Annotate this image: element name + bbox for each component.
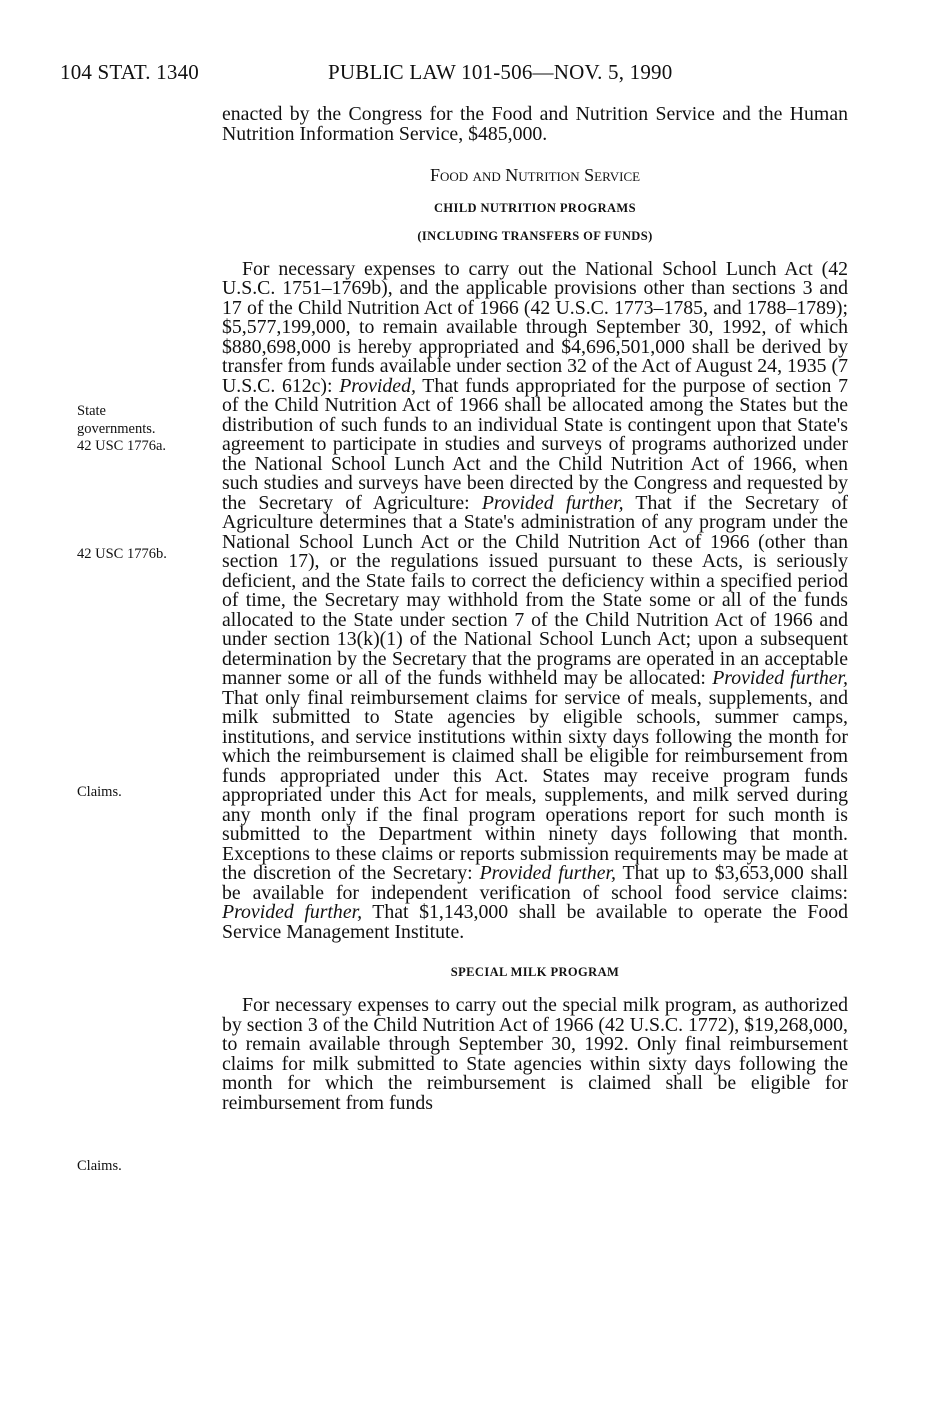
section-heading: Food and Nutrition Service [429, 165, 641, 185]
provided-clause: Provided, [339, 374, 416, 397]
text-run: That up to $3,653,000 shall be available for independent verification of school food service claims: [222, 862, 848, 904]
law-title: PUBLIC LAW 101-506—NOV. 5, 1990 [328, 60, 673, 84]
margin-note-line: 42 USC 1776a. [77, 438, 167, 454]
margin-note-claims: Claims. [77, 1158, 122, 1174]
margin-note-line: governments. [77, 420, 156, 437]
margin-note-claims: Claims. [77, 784, 122, 800]
margin-note-usc-1776b: 42 USC 1776b. [77, 546, 167, 562]
subsection-heading: CHILD NUTRITION PROGRAMS [434, 200, 636, 215]
margin-note-state-governments [77, 403, 217, 456]
text-run: That $1,143,000 shall be available to operate the Food Service Management Institute. [222, 901, 849, 943]
provided-clause: Provided further, [481, 491, 624, 514]
provided-clause: Provided further, [222, 901, 363, 923]
main-text-column [222, 105, 848, 1113]
text-run: That funds appropriated for the purpose of section 7 of the Child Nutrition Act of 1966 shall be allocated among the States but the distribution of such funds to an individual State is contingent upon that State's agreement to participate in studies and surveys of programs authorized under the National School Lunch Act and the Child Nutrition Act of 1966, when such studies and surveys have been directed by the Congress and requested by the Secretary of Agriculture: [222, 374, 848, 514]
stat-page-number: 104 STAT. 1340 [60, 60, 199, 84]
provided-clause: Provided further, [712, 667, 849, 689]
child-nutrition-paragraph [222, 257, 849, 943]
special-milk-paragraph: For necessary expenses to carry out the special milk program, as authorized by section 3 of the Child Nutrition Act of 1966 (42 U.S.C. 1772), $19,268,000, to remain available through September 30, 1992. Only final reimbursement claims for milk submitted to State agencies within sixty days following the month for which the reimbursement is claimed shall be eligible for reimbursement from funds [222, 994, 848, 1114]
margin-note-line: State [77, 403, 106, 419]
text-run: That if the Secretary of Agriculture determines that a State's administration of any program under the National School Lunch Act or the Child Nutrition Act of 1966 (other than section 17), or the regulations issued pursuant to these Acts, is seriously deficient, and the State fails to correct the deficiency within a specified period of time, the Secretary may withhold from the State some or all of the funds allocated to the State under section 7 of the Child Nutrition Act of 1966 and under section 13(k)(1) of the National School Lunch Act; upon a subsequent determination by the Secretary that the programs are operated in an acceptable manner some or all of the funds withheld may be allocated: [222, 491, 848, 689]
subsection-note: (INCLUDING TRANSFERS OF FUNDS) [417, 228, 653, 243]
provided-clause: Provided further, [479, 862, 616, 884]
special-milk-heading: SPECIAL MILK PROGRAM [450, 965, 620, 979]
page-header [60, 60, 840, 92]
intro-paragraph: enacted by the Congress for the Food and Nutrition Service and the Human Nutrition Information Service, $485,000. [222, 103, 848, 145]
text-run: That only final reimbursement claims for service of meals, supplements, and milk submitted to State agencies by eligible schools, summer camps, institutions, and service institutions within sixty days following the month for which the reimbursement is claimed shall be eligible for reimbursement from funds appropriated under this Act. States may receive program funds appropriated under this Act for meals, supplements, and milk served during any month only if the final program operations report for such month is submitted to the Department within ninety days following that month. Exceptions to these claims or reports submission requirements may be made at the discretion of the Secretary: [222, 686, 848, 884]
text-run: For necessary expenses to carry out the National School Lunch Act (42 U.S.C. 1751–1769b), and the applicable provisions other than sections 3 and 17 of the Child Nutrition Act of 1966 (42 U.S.C. 1773–1785, and 1788–1789); $5,577,199,000, to remain available through September 30, 1992, of which $880,698,000 is hereby appropriated and $4,696,501,000 shall be derived by transfer from funds available under section 32 of the Act of August 24, 1935 (7 U.S.C. 612c): [222, 257, 848, 397]
